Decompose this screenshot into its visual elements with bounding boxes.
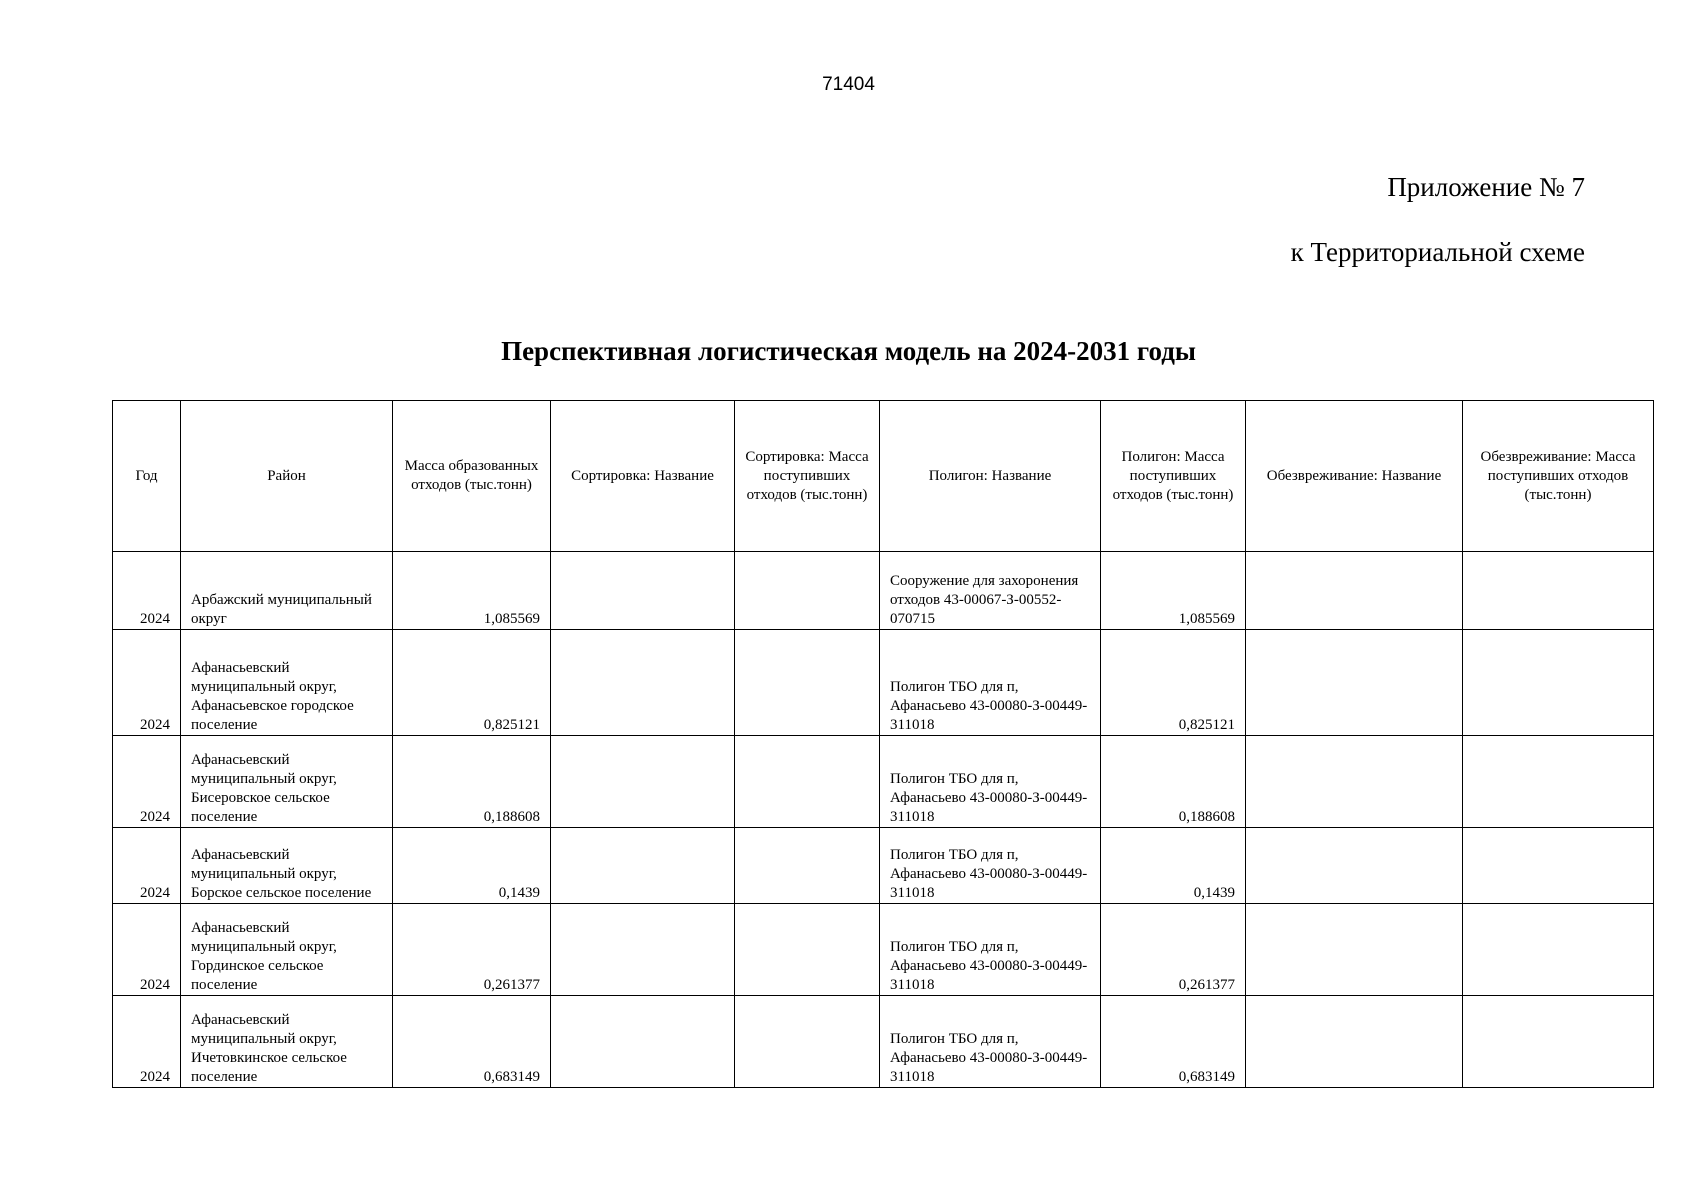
cell-sorting-mass (735, 996, 880, 1088)
cell-sorting-mass (735, 904, 880, 996)
table-row (113, 828, 1654, 904)
cell-neutralization-mass (1463, 828, 1654, 904)
cell-sorting-name (551, 904, 735, 996)
page-number: 71404 (822, 74, 875, 95)
cell-neutralization-mass (1463, 996, 1654, 1088)
header-neutralization-mass: Обезвреживание: Масса поступивших отходов (тыс.тонн) (1463, 401, 1654, 552)
header-landfill-mass: Полигон: Масса поступивших отходов (тыс.тонн) (1101, 401, 1246, 552)
cell-landfill-name: Полигон ТБО для п, Афанасьево 43-00080-З-00449-311018 (880, 828, 1101, 904)
cell-neutralization-name (1246, 828, 1463, 904)
cell-landfill-name: Полигон ТБО для п, Афанасьево 43-00080-З-00449-311018 (880, 630, 1101, 736)
cell-neutralization-mass (1463, 736, 1654, 828)
cell-district: Афанасьевский муниципальный округ, Гординское сельское поселение (181, 904, 393, 996)
cell-landfill-name: Полигон ТБО для п, Афанасьево 43-00080-З-00449-311018 (880, 736, 1101, 828)
cell-mass-formed: 0,261377 (393, 904, 551, 996)
cell-neutralization-name (1246, 552, 1463, 630)
cell-district: Афанасьевский муниципальный округ, Бисеровское сельское поселение (181, 736, 393, 828)
header-district: Район (181, 401, 393, 552)
table-row (113, 552, 1654, 630)
cell-sorting-name (551, 736, 735, 828)
cell-district: Арбажский муниципальный округ (181, 552, 393, 630)
cell-sorting-name (551, 552, 735, 630)
cell-district: Афанасьевский муниципальный округ, Афанасьевское городское поселение (181, 630, 393, 736)
cell-sorting-name (551, 996, 735, 1088)
cell-neutralization-name (1246, 736, 1463, 828)
table-row (113, 736, 1654, 828)
cell-sorting-name (551, 630, 735, 736)
table-row (113, 996, 1654, 1088)
cell-neutralization-name (1246, 996, 1463, 1088)
cell-district: Афанасьевский муниципальный округ, Борское сельское поселение (181, 828, 393, 904)
header-year: Год (113, 401, 181, 552)
appendix-reference: к Территориальной схеме (1290, 237, 1585, 267)
cell-sorting-mass (735, 828, 880, 904)
cell-year: 2024 (113, 904, 181, 996)
cell-year: 2024 (113, 552, 181, 630)
cell-neutralization-mass (1463, 630, 1654, 736)
cell-year: 2024 (113, 630, 181, 736)
cell-landfill-name: Полигон ТБО для п, Афанасьево 43-00080-З-00449-311018 (880, 904, 1101, 996)
table-row (113, 630, 1654, 736)
header-sorting-mass: Сортировка: Масса поступивших отходов (тыс.тонн) (735, 401, 880, 552)
cell-landfill-mass: 0,683149 (1101, 996, 1246, 1088)
header-mass-formed: Масса образованных отходов (тыс.тонн) (393, 401, 551, 552)
cell-district: Афанасьевский муниципальный округ, Ичетовкинское сельское поселение (181, 996, 393, 1088)
document-title: Перспективная логистическая модель на 2024-2031 годы (501, 336, 1196, 366)
table-header-row (113, 401, 1654, 552)
logistics-table (112, 400, 1654, 1088)
cell-landfill-mass: 0,1439 (1101, 828, 1246, 904)
cell-sorting-mass (735, 736, 880, 828)
cell-landfill-name: Полигон ТБО для п, Афанасьево 43-00080-З-00449-311018 (880, 996, 1101, 1088)
cell-sorting-mass (735, 630, 880, 736)
appendix-number: Приложение № 7 (1387, 172, 1585, 202)
cell-sorting-name (551, 828, 735, 904)
cell-sorting-mass (735, 552, 880, 630)
cell-mass-formed: 0,188608 (393, 736, 551, 828)
cell-year: 2024 (113, 736, 181, 828)
cell-landfill-mass: 1,085569 (1101, 552, 1246, 630)
table-row (113, 904, 1654, 996)
header-neutralization-name: Обезвреживание: Название (1246, 401, 1463, 552)
cell-mass-formed: 0,1439 (393, 828, 551, 904)
cell-neutralization-mass (1463, 904, 1654, 996)
cell-landfill-mass: 0,261377 (1101, 904, 1246, 996)
cell-neutralization-name (1246, 630, 1463, 736)
cell-neutralization-name (1246, 904, 1463, 996)
header-sorting-name: Сортировка: Название (551, 401, 735, 552)
cell-landfill-mass: 0,825121 (1101, 630, 1246, 736)
cell-neutralization-mass (1463, 552, 1654, 630)
cell-mass-formed: 1,085569 (393, 552, 551, 630)
cell-landfill-name: Сооружение для захоронения отходов 43-00067-З-00552-070715 (880, 552, 1101, 630)
header-landfill-name: Полигон: Название (880, 401, 1101, 552)
cell-year: 2024 (113, 828, 181, 904)
cell-year: 2024 (113, 996, 181, 1088)
cell-landfill-mass: 0,188608 (1101, 736, 1246, 828)
cell-mass-formed: 0,825121 (393, 630, 551, 736)
cell-mass-formed: 0,683149 (393, 996, 551, 1088)
